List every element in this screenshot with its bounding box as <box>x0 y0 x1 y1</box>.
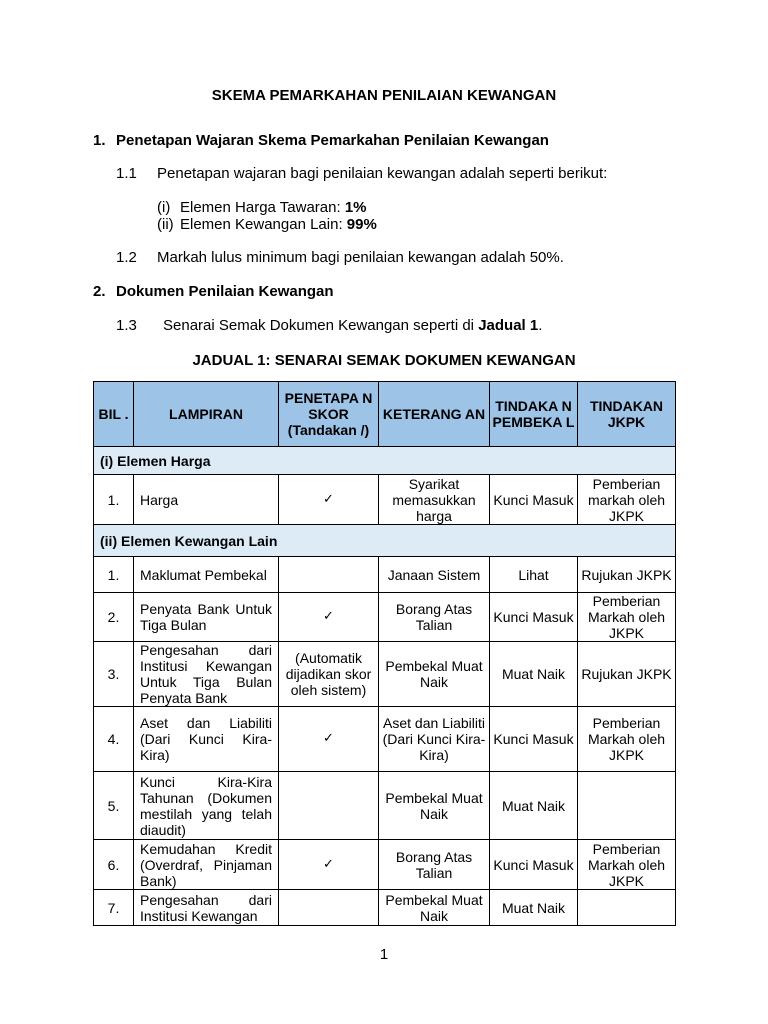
cell-skor <box>279 557 379 593</box>
table-row <box>94 593 676 642</box>
cell-jkpk: Pemberian Markah oleh JKPK <box>578 707 676 772</box>
check-icon: ✓ <box>279 475 379 525</box>
cell-bil: 3. <box>94 642 134 707</box>
item-1-2-number: 1.2 <box>116 249 137 266</box>
page-number: 1 <box>379 946 389 963</box>
cell-jkpk <box>578 890 676 926</box>
cell-pembekal: Kunci Masuk <box>490 707 578 772</box>
jadual-1-ref: Jadual 1 <box>478 317 539 334</box>
cell-lampiran: Penyata Bank Untuk Tiga Bulan <box>134 593 279 642</box>
table-row <box>94 642 676 707</box>
subitem-ii-value: 99% <box>346 216 377 233</box>
header-bil: BIL . <box>94 382 134 447</box>
header-keterangan: KETERANG AN <box>379 382 490 447</box>
checklist-table <box>93 381 676 926</box>
section-label: (i) Elemen Harga <box>94 447 676 475</box>
cell-lampiran: Maklumat Pembekal <box>134 557 279 593</box>
item-1-1-number: 1.1 <box>116 165 137 182</box>
item-1-2-text: Markah lulus minimum bagi penilaian kewangan adalah 50%. <box>157 249 564 266</box>
header-penetapan-skor: PENETAPA N SKOR (Tandakan /) <box>279 382 379 447</box>
cell-pembekal: Kunci Masuk <box>490 840 578 890</box>
table-row <box>94 772 676 840</box>
document-title: SKEMA PEMARKAHAN PENILAIAN KEWANGAN <box>211 87 557 104</box>
section-row-elemen-harga <box>94 447 676 475</box>
cell-pembekal: Muat Naik <box>490 642 578 707</box>
cell-keterangan: Borang Atas Talian <box>379 840 490 890</box>
cell-keterangan: Syarikat memasukkan harga <box>379 475 490 525</box>
section1-number: 1. <box>93 132 106 149</box>
cell-lampiran: Harga <box>134 475 279 525</box>
table-row <box>94 890 676 926</box>
cell-keterangan: Janaan Sistem <box>379 557 490 593</box>
cell-bil: 6. <box>94 840 134 890</box>
cell-bil: 1. <box>94 475 134 525</box>
subitem-ii-label: Elemen Kewangan Lain: <box>180 216 347 233</box>
cell-bil: 2. <box>94 593 134 642</box>
cell-bil: 5. <box>94 772 134 840</box>
cell-jkpk: Rujukan JKPK <box>578 642 676 707</box>
check-icon: ✓ <box>279 840 379 890</box>
cell-pembekal: Kunci Masuk <box>490 593 578 642</box>
table-row <box>94 557 676 593</box>
section1-heading: Penetapan Wajaran Skema Pemarkahan Penilaian Kewangan <box>116 132 549 149</box>
cell-bil: 1. <box>94 557 134 593</box>
cell-jkpk: Pemberian Markah oleh JKPK <box>578 840 676 890</box>
cell-pembekal: Muat Naik <box>490 772 578 840</box>
header-tindakan-pembekal: TINDAKA N PEMBEKA L <box>490 382 578 447</box>
cell-jkpk: Pemberian markah oleh JKPK <box>578 475 676 525</box>
cell-jkpk: Pemberian Markah oleh JKPK <box>578 593 676 642</box>
subitem-ii-marker: (ii) <box>157 216 174 233</box>
item-1-3-number: 1.3 <box>116 317 137 334</box>
cell-bil: 7. <box>94 890 134 926</box>
cell-skor <box>279 890 379 926</box>
cell-pembekal: Kunci Masuk <box>490 475 578 525</box>
section2-number: 2. <box>93 283 106 300</box>
cell-lampiran: Kemudahan Kredit (Overdraf, Pinjaman Bank) <box>134 840 279 890</box>
subitem-i-value: 1% <box>344 199 367 216</box>
check-icon: ✓ <box>279 593 379 642</box>
table-row <box>94 475 676 525</box>
cell-lampiran: Kunci Kira-Kira Tahunan (Dokumen mestilah yang telah diaudit) <box>134 772 279 840</box>
cell-bil: 4. <box>94 707 134 772</box>
cell-jkpk: Rujukan JKPK <box>578 557 676 593</box>
subitem-ii <box>157 216 377 233</box>
subitem-i <box>157 199 367 216</box>
cell-keterangan: Pembekal Muat Naik <box>379 642 490 707</box>
item-1-3-text-a: Senarai Semak Dokumen Kewangan seperti di <box>163 317 479 334</box>
cell-lampiran: Pengesahan dari Institusi Kewangan Untuk Tiga Bulan Penyata Bank <box>134 642 279 707</box>
item-1-1-text: Penetapan wajaran bagi penilaian kewangan adalah seperti berikut: <box>157 165 608 182</box>
section2-heading: Dokumen Penilaian Kewangan <box>116 283 334 300</box>
subitem-i-marker: (i) <box>157 199 171 216</box>
cell-keterangan: Borang Atas Talian <box>379 593 490 642</box>
subitem-i-label: Elemen Harga Tawaran: <box>180 199 345 216</box>
check-icon: ✓ <box>279 707 379 772</box>
cell-keterangan: Pembekal Muat Naik <box>379 772 490 840</box>
cell-keterangan: Aset dan Liabiliti (Dari Kunci Kira-Kira) <box>379 707 490 772</box>
header-tindakan-jkpk: TINDAKAN JKPK <box>578 382 676 447</box>
cell-lampiran: Aset dan Liabiliti (Dari Kunci Kira-Kira) <box>134 707 279 772</box>
item-1-3-text <box>163 317 542 334</box>
cell-skor: (Automatik dijadikan skor oleh sistem) <box>279 642 379 707</box>
item-1-3-text-c: . <box>538 317 543 334</box>
cell-pembekal: Lihat <box>490 557 578 593</box>
cell-jkpk <box>578 772 676 840</box>
section-label: (ii) Elemen Kewangan Lain <box>94 525 676 557</box>
header-lampiran: LAMPIRAN <box>134 382 279 447</box>
cell-skor <box>279 772 379 840</box>
section-row-elemen-kewangan-lain <box>94 525 676 557</box>
cell-pembekal: Muat Naik <box>490 890 578 926</box>
table-header-row <box>94 382 676 447</box>
cell-lampiran: Pengesahan dari Institusi Kewangan <box>134 890 279 926</box>
table-row <box>94 707 676 772</box>
table-title: JADUAL 1: SENARAI SEMAK DOKUMEN KEWANGAN <box>192 352 576 369</box>
table-row <box>94 840 676 890</box>
cell-keterangan: Pembekal Muat Naik <box>379 890 490 926</box>
